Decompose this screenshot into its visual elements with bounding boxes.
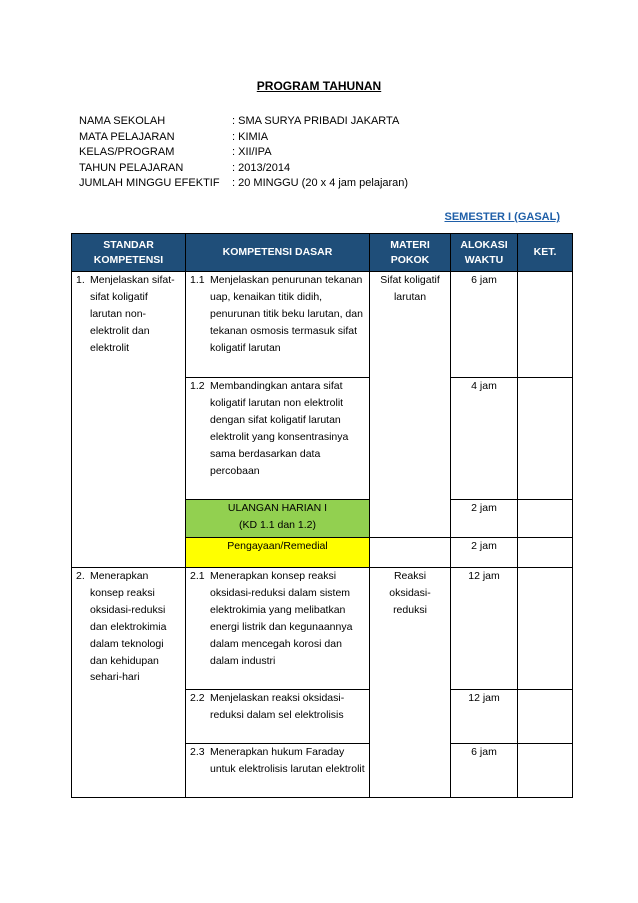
ket-cell (518, 538, 573, 568)
ket-cell (518, 500, 573, 538)
time-cell: 6 jam (451, 744, 518, 798)
header-ket: KET. (518, 234, 573, 272)
kd-text: Membandingkan antara sifat koligatif larutan non elektrolit dengan sifat koligatif larutan elektrolit yang konsentrasinya sama berdasarkan data percobaan (210, 380, 349, 477)
kd-text: Menerapkan konsep reaksi oksidasi-reduksi dalam sistem elektrokimia yang melibatkan energi listrik dan kegunaannya dalam mencegah korosi dan dalam industri (210, 570, 353, 667)
ket-cell (518, 272, 573, 378)
ulangan-harian-cell (186, 500, 370, 538)
info-value: : 20 MINGGU (20 x 4 jam pelajaran) (232, 177, 409, 190)
kd-text: Menjelaskan penurunan tekanan uap, kenaikan titik didih, penurunan titik beku larutan, dan tekanan osmosis termasuk sifat koligatif larutan (210, 274, 363, 354)
remedial-cell: Pengayaan/Remedial (186, 538, 370, 568)
info-row-subject (79, 130, 408, 146)
materi-cell-1: Sifat koligatif larutan (370, 272, 451, 538)
info-label: TAHUN PELAJARAN (79, 161, 184, 174)
table-row (72, 568, 573, 690)
info-row-school (79, 114, 408, 130)
header-kd: KOMPETENSI DASAR (186, 234, 370, 272)
ket-cell (518, 744, 573, 798)
materi-cell-2: Reaksi oksidasi-reduksi (370, 568, 451, 798)
table-row (72, 272, 573, 378)
info-row-year (79, 161, 408, 177)
kd-number: 1.1 (190, 274, 205, 286)
time-cell: 12 jam (451, 568, 518, 690)
sk-cell-2 (72, 568, 186, 798)
kd-text: Menerapkan hukum Faraday untuk elektrolisis larutan elektrolit (210, 746, 365, 775)
info-value: : KIMIA (232, 130, 269, 143)
time-cell: 2 jam (451, 538, 518, 568)
info-label: JUMLAH MINGGU EFEKTIF (79, 177, 220, 190)
time-cell: 2 jam (451, 500, 518, 538)
materi-empty-cell (370, 538, 451, 568)
header-alokasi: ALOKASI WAKTU (451, 234, 518, 272)
time-cell: 6 jam (451, 272, 518, 378)
info-label: KELAS/PROGRAM (79, 146, 175, 159)
kd-text: Menjelaskan reaksi oksidasi-reduksi dalam sel elektrolisis (210, 692, 345, 721)
header-materi: MATERI POKOK (370, 234, 451, 272)
ket-cell (518, 568, 573, 690)
semester-label: SEMESTER I (GASAL) (444, 211, 560, 223)
time-cell: 12 jam (451, 690, 518, 744)
ulangan-scope: (KD 1.1 dan 1.2) (238, 518, 317, 531)
ulangan-title: ULANGAN HARIAN I (227, 502, 328, 514)
kd-cell-2-1 (186, 568, 370, 690)
time-cell: 4 jam (451, 378, 518, 500)
info-label: MATA PELAJARAN (79, 130, 175, 143)
info-row-weeks (79, 176, 408, 192)
kd-cell-2-2 (186, 690, 370, 744)
info-label: NAMA SEKOLAH (79, 115, 166, 127)
ket-cell (518, 690, 573, 744)
info-value: : XII/IPA (232, 146, 272, 159)
sk-number: 2. (76, 570, 85, 582)
kd-cell-1-2 (186, 378, 370, 500)
info-value: : 2013/2014 (232, 161, 291, 174)
kd-cell-1-1 (186, 272, 370, 378)
info-value: : SMA SURYA PRIBADI JAKARTA (232, 115, 400, 127)
kd-number: 2.3 (190, 746, 205, 758)
annual-program-table (71, 233, 573, 798)
sk-cell-1 (72, 272, 186, 568)
header-sk: STANDAR KOMPETENSI (72, 234, 186, 272)
kd-cell-2-3 (186, 744, 370, 798)
kd-number: 2.1 (190, 570, 205, 582)
kd-number: 2.2 (190, 692, 205, 704)
identity-block (79, 114, 408, 192)
sk-text: Menerapkan konsep reaksi oksidasi-reduksi dan elektrokimia dalam teknologi dan kehidupan sehari-hari (90, 570, 167, 684)
sk-text: Menjelaskan sifat-sifat koligatif larutan non-elektrolit dan elektrolit (90, 274, 175, 354)
info-row-class (79, 145, 408, 161)
document-title: PROGRAM TAHUNAN (256, 79, 382, 93)
ket-cell (518, 378, 573, 500)
table-header-row (72, 234, 573, 272)
sk-number: 1. (76, 274, 85, 286)
kd-number: 1.2 (190, 380, 205, 392)
